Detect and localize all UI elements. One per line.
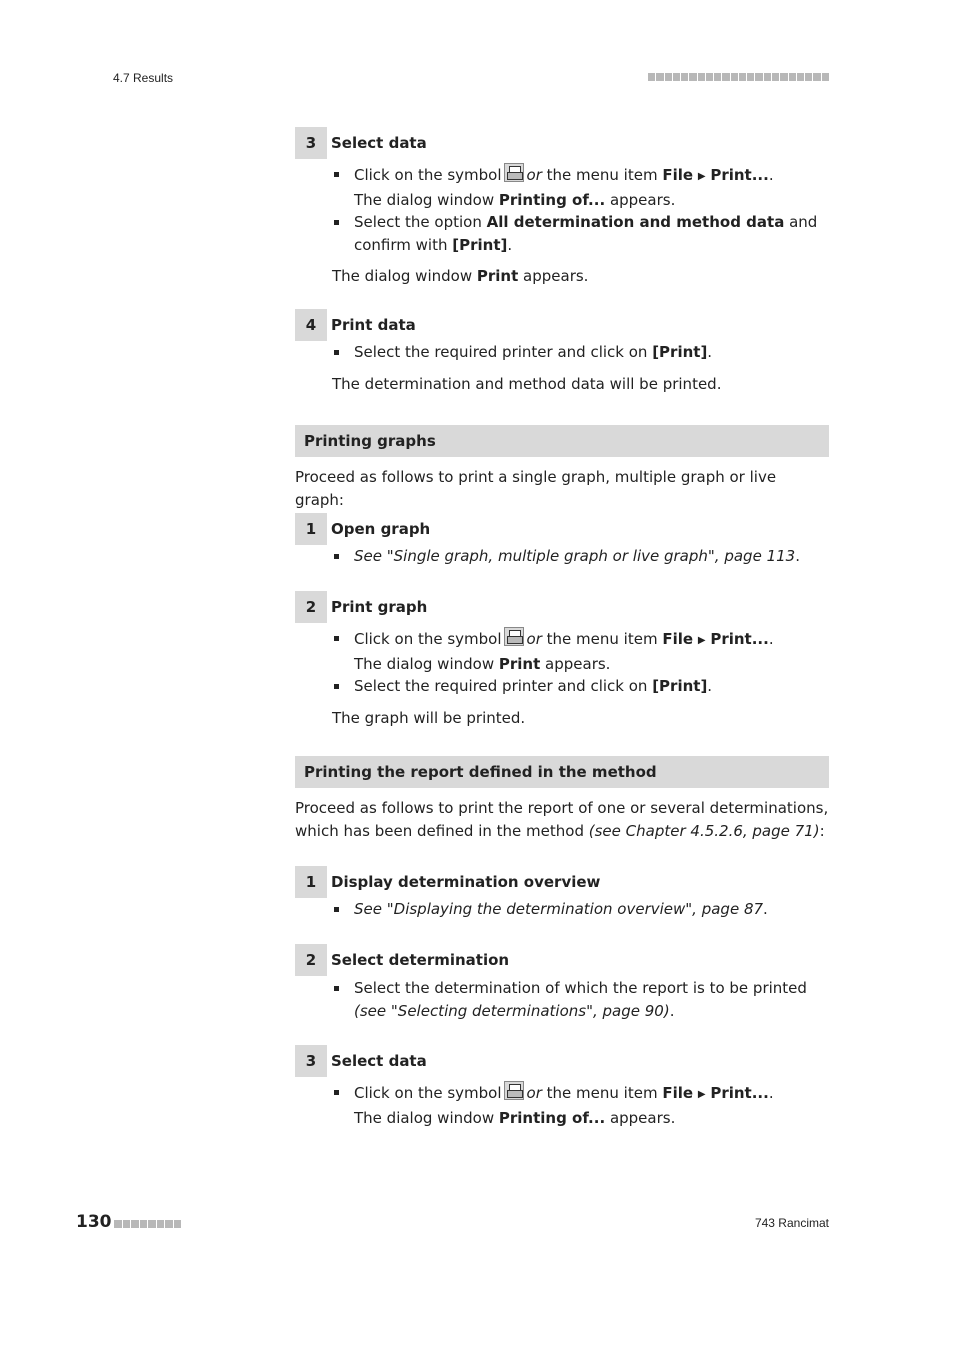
list-item: Select the required printer and click on [Print]. [332,675,829,698]
list-item: Select the required printer and click on [Print]. [332,341,829,364]
section-intro: Proceed as follows to print the report of one or several determinations, which has been defined in the method (see Chapter 4.5.2.6, page 71): [295,799,829,840]
step-print-graph [295,591,829,729]
list-item: See "Single graph, multiple graph or live graph", page 113. [332,545,829,568]
step-select-data-report [295,1045,829,1129]
step-result: The graph will be printed. [332,708,526,727]
step-title: Display determination overview [331,873,601,891]
list-item: See "Displaying the determination overview", page 87. [332,898,829,921]
step-number: 2 [295,591,327,623]
step-result: The determination and method data will be printed. [332,374,722,393]
section-intro: Proceed as follows to print a single graph, multiple graph or live graph: [295,468,777,509]
list-item: Select the option All determination and method data and confirm with [Print]. [332,211,829,256]
step-number: 3 [295,1045,327,1077]
step-number: 3 [295,127,327,159]
step-select-determination [295,944,829,1022]
running-header: 4.7 Results [113,71,174,85]
step-number: 1 [295,866,327,898]
page-number: 130 [76,1212,112,1232]
header-decoration [648,73,829,81]
cross-reference-link[interactable]: See "Displaying the determination overview", page 87 [354,900,764,918]
step-display-overview [295,866,829,921]
step-title: Select determination [331,951,510,969]
list-item: Click on the symbol or the menu item File ▶ Print.... The dialog window Printing of... appears. [332,1081,829,1129]
step-number: 4 [295,309,327,341]
footer-decoration [114,1220,181,1228]
step-number: 1 [295,513,327,545]
step-title: Print data [331,316,416,334]
list-item: Click on the symbol or the menu item File ▶ Print.... The dialog window Print appears. [332,627,829,675]
step-title: Select data [331,134,427,152]
printer-icon [504,163,524,182]
step-result: The dialog window Print appears. [332,267,589,285]
step-open-graph [295,513,829,568]
step-title: Select data [331,1052,427,1070]
list-item: Select the determination of which the report is to be printed (see "Selecting determinations", page 90). [332,977,829,1022]
printer-icon [504,627,524,646]
step-number: 2 [295,944,327,976]
list-item: Click on the symbol or the menu item File ▶ Print.... The dialog window Printing of... appears. [332,163,829,211]
product-name: 743 Rancimat [754,1216,829,1230]
step-select-data [295,127,829,288]
step-print-data [295,309,829,395]
cross-reference-link[interactable]: See "Single graph, multiple graph or live graph", page 113 [354,547,796,565]
cross-reference-link[interactable]: (see "Selecting determinations", page 90) [354,1001,670,1020]
section-heading: Printing graphs [295,425,829,457]
step-title: Open graph [331,520,431,538]
section-heading: Printing the report defined in the method [295,756,829,788]
printer-icon [504,1081,524,1100]
step-title: Print graph [331,598,428,616]
cross-reference-link[interactable]: (see Chapter 4.5.2.6, page 71) [588,821,820,840]
